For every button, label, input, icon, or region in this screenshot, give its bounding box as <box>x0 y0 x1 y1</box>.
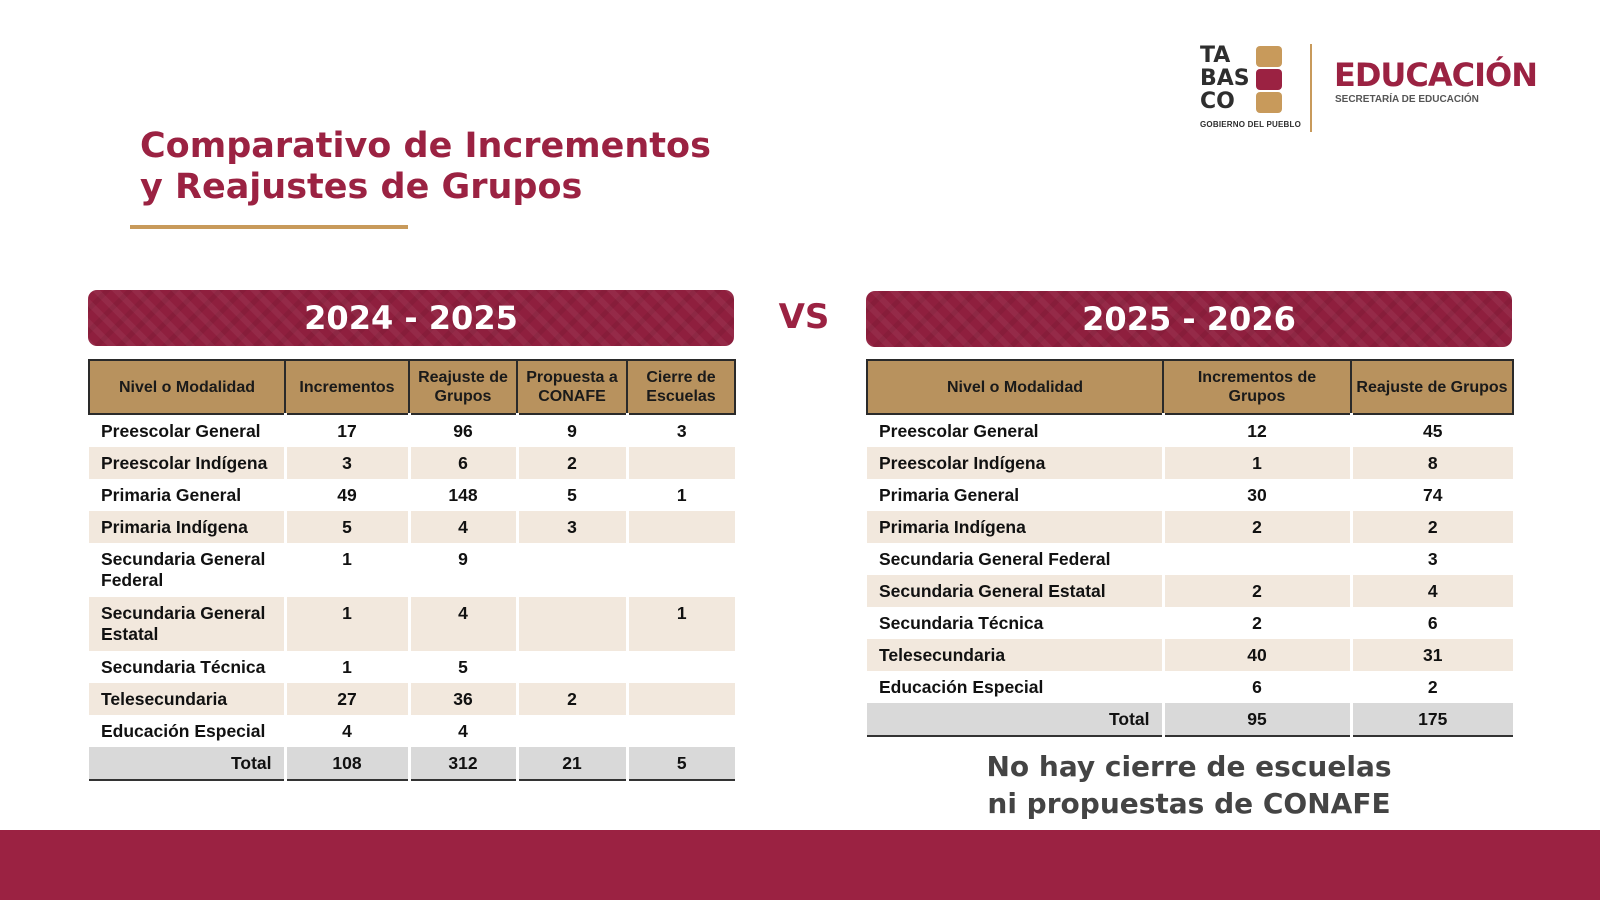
row-label: Secundaria General Estatal <box>89 597 285 651</box>
table-cell: 1 <box>627 479 735 511</box>
tabasco-line-2: BAS <box>1200 66 1250 91</box>
table-row <box>867 479 1513 511</box>
column-header: Incrementos de Grupos <box>1163 360 1351 414</box>
education-subtitle: SECRETARÍA DE EDUCACIÓN <box>1335 94 1479 105</box>
table-cell: 5 <box>517 479 627 511</box>
column-header: Nivel o Modalidad <box>867 360 1163 414</box>
table-cell: 3 <box>627 414 735 447</box>
table-cell: 5 <box>409 651 517 683</box>
page-title <box>140 126 711 208</box>
table-row <box>867 575 1513 607</box>
total-cell: 21 <box>517 747 627 780</box>
closing-note-line-2: ni propuestas de CONAFE <box>987 787 1391 820</box>
column-header: Cierre de Escuelas <box>627 360 735 414</box>
year-banner-left: 2024 - 2025 <box>88 290 734 346</box>
table-2024-2025 <box>88 359 736 781</box>
total-cell: 5 <box>627 747 735 780</box>
column-header: Reajuste de Grupos <box>409 360 517 414</box>
row-label: Educación Especial <box>879 677 1044 697</box>
glyph-tile-icon <box>1256 92 1282 113</box>
table-cell <box>517 715 627 747</box>
table-row <box>867 511 1513 543</box>
table-cell: 5 <box>285 511 409 543</box>
row-label: Preescolar Indígena <box>867 447 1163 479</box>
year-banner-right: 2025 - 2026 <box>866 291 1512 347</box>
row-label: Secundaria General Federal <box>879 549 1111 569</box>
row-label: Telesecundaria <box>867 639 1163 671</box>
tabasco-line-1: TA <box>1200 43 1231 68</box>
tabasco-subtitle: GOBIERNO DEL PUEBLO <box>1200 120 1301 129</box>
government-logo <box>1200 44 1560 134</box>
table-cell: 4 <box>285 715 409 747</box>
table-row <box>89 651 735 683</box>
table-cell: 4 <box>409 597 517 651</box>
column-header: Propuesta a CONAFE <box>517 360 627 414</box>
table-cell: 36 <box>409 683 517 715</box>
total-cell: 108 <box>285 747 409 780</box>
total-label: Total <box>89 747 285 780</box>
table-cell: 9 <box>517 414 627 447</box>
glyph-tile-icon <box>1256 46 1282 67</box>
total-cell: 175 <box>1351 703 1513 736</box>
table-cell: 6 <box>409 447 517 479</box>
column-header: Reajuste de Grupos <box>1351 360 1513 414</box>
table-row <box>89 597 735 651</box>
page-title-line-2: y Reajustes de Grupos <box>140 167 583 207</box>
footer-bar <box>0 830 1600 900</box>
row-label: Primaria General <box>879 485 1020 505</box>
table-cell: 1 <box>285 543 409 597</box>
table-2025-2026 <box>866 359 1514 737</box>
row-label: Primaria Indígena <box>89 511 285 543</box>
table-cell: 17 <box>285 414 409 447</box>
page-title-line-1: Comparativo de Incrementos <box>140 126 711 166</box>
education-wordmark: EDUCACIÓN <box>1334 56 1538 94</box>
table-row <box>89 511 735 543</box>
table-row <box>867 447 1513 479</box>
table-cell <box>517 543 627 597</box>
table-header-row <box>867 360 1513 414</box>
table-cell: 2 <box>1351 511 1513 543</box>
table-row <box>867 639 1513 671</box>
row-label: Secundaria General Federal <box>101 549 266 590</box>
table-cell: 3 <box>285 447 409 479</box>
closing-note-line-1: No hay cierre de escuelas <box>986 750 1392 783</box>
table-row <box>89 683 735 715</box>
table-row <box>867 414 1513 447</box>
table-row <box>867 543 1513 575</box>
table-cell <box>627 511 735 543</box>
table-cell: 1 <box>285 651 409 683</box>
table-cell <box>517 597 627 651</box>
table-cell: 96 <box>409 414 517 447</box>
row-label: Secundaria Técnica <box>879 613 1044 633</box>
row-label: Educación Especial <box>101 721 266 741</box>
total-label: Total <box>867 703 1163 736</box>
row-label: Telesecundaria <box>89 683 285 715</box>
table-cell: 6 <box>1163 671 1351 703</box>
closing-note <box>866 748 1512 822</box>
table-cell: 2 <box>517 447 627 479</box>
tabasco-wordmark <box>1200 44 1250 113</box>
table-row <box>89 715 735 747</box>
table-row <box>867 607 1513 639</box>
table-cell: 3 <box>1351 543 1513 575</box>
row-label: Primaria General <box>101 485 242 505</box>
title-underline <box>130 225 408 229</box>
table-cell: 2 <box>517 683 627 715</box>
column-header: Nivel o Modalidad <box>89 360 285 414</box>
row-label: Preescolar General <box>101 421 261 441</box>
table-header-row <box>89 360 735 414</box>
total-cell: 312 <box>409 747 517 780</box>
table-cell: 30 <box>1163 479 1351 511</box>
total-row <box>89 747 735 780</box>
total-row <box>867 703 1513 736</box>
table-cell: 1 <box>285 597 409 651</box>
row-label: Preescolar Indígena <box>89 447 285 479</box>
table-cell: 31 <box>1351 639 1513 671</box>
table-row <box>867 671 1513 703</box>
table-cell: 9 <box>409 543 517 597</box>
table-cell: 6 <box>1351 607 1513 639</box>
row-label: Preescolar General <box>879 421 1039 441</box>
table-cell: 49 <box>285 479 409 511</box>
glyph-tile-icon <box>1256 69 1282 90</box>
table-cell: 1 <box>627 597 735 651</box>
versus-label: VS <box>778 297 830 337</box>
table-cell <box>627 447 735 479</box>
table-cell: 8 <box>1351 447 1513 479</box>
table-row <box>89 543 735 597</box>
table-cell <box>627 543 735 597</box>
table-cell <box>1163 543 1351 575</box>
table-row <box>89 479 735 511</box>
column-header: Incrementos <box>285 360 409 414</box>
row-label: Secundaria Técnica <box>101 657 266 677</box>
table-cell: 40 <box>1163 639 1351 671</box>
table-cell: 27 <box>285 683 409 715</box>
total-cell: 95 <box>1163 703 1351 736</box>
table-row <box>89 447 735 479</box>
table-cell: 3 <box>517 511 627 543</box>
table-row <box>89 414 735 447</box>
table-cell: 2 <box>1163 575 1351 607</box>
table-cell: 4 <box>409 715 517 747</box>
table-cell: 2 <box>1163 607 1351 639</box>
table-cell: 74 <box>1351 479 1513 511</box>
table-cell: 2 <box>1351 671 1513 703</box>
logo-divider <box>1310 44 1312 132</box>
row-label: Secundaria General Estatal <box>867 575 1163 607</box>
table-cell: 4 <box>1351 575 1513 607</box>
tabasco-glyphs-icon <box>1256 46 1286 115</box>
table-cell: 2 <box>1163 511 1351 543</box>
table-cell: 45 <box>1351 414 1513 447</box>
table-cell: 12 <box>1163 414 1351 447</box>
row-label: Primaria Indígena <box>867 511 1163 543</box>
table-cell: 4 <box>409 511 517 543</box>
table-cell <box>517 651 627 683</box>
table-cell <box>627 651 735 683</box>
tabasco-line-3: CO <box>1200 89 1235 114</box>
table-cell <box>627 683 735 715</box>
table-cell: 148 <box>409 479 517 511</box>
table-cell <box>627 715 735 747</box>
table-cell: 1 <box>1163 447 1351 479</box>
